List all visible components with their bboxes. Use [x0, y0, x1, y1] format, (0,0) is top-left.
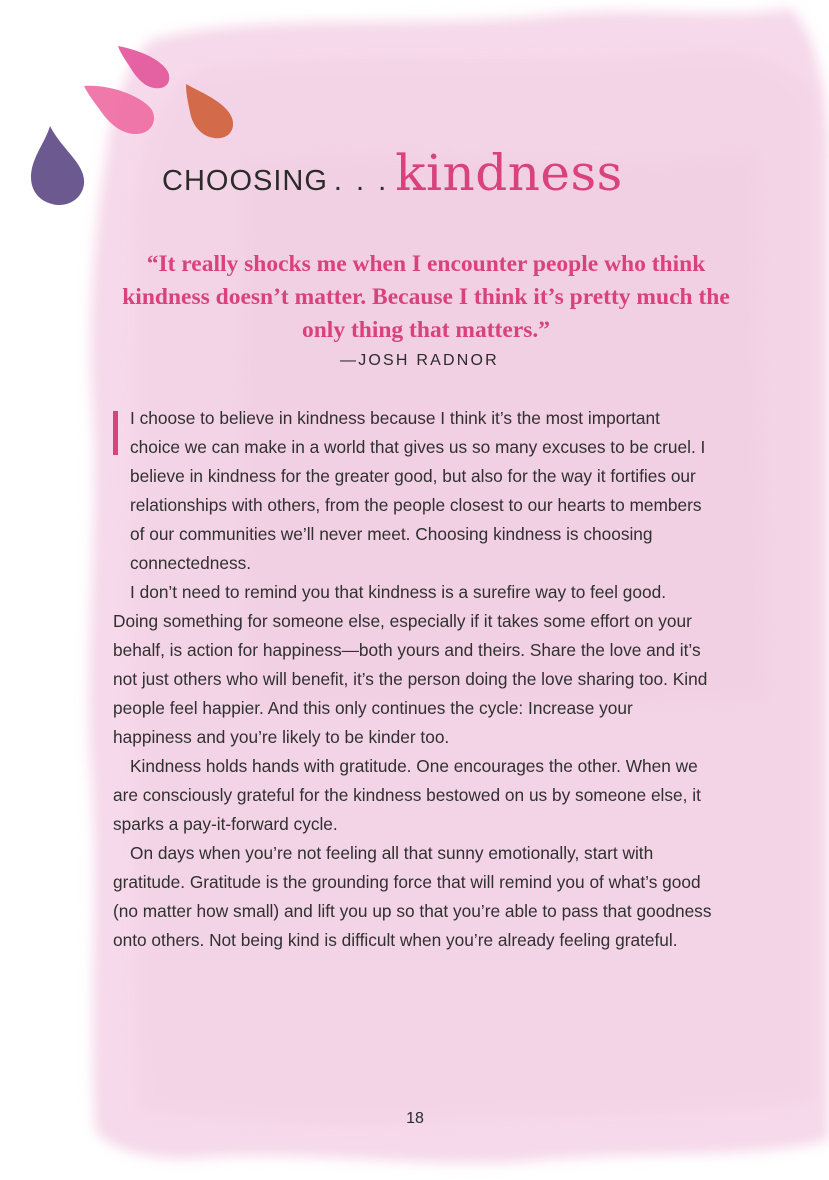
quote-attribution: —JOSH RADNOR	[340, 352, 499, 369]
title-ellipsis: . . .	[333, 165, 390, 197]
paragraph-3: Kindness holds hands with gratitude. One encourages the other. When we are consciously grateful for the kindness bestowed on us by someone else, it sparks a pay-it-forward cycle.	[113, 756, 701, 834]
title-lead: CHOOSING	[162, 165, 328, 197]
orange-drop-icon	[186, 84, 233, 138]
title-word: kindness	[395, 144, 623, 202]
pink-drop-icon	[118, 46, 169, 88]
paragraph-2: I don’t need to remind you that kindness is a surefire way to feel good. Doing something for someone else, especially if it takes some effort on your behalf, is action for happiness—both yours and theirs. Share the love and it’s not just others who will benefit, it’s the person doing the love sharing too. Kind people feel happier. And this only continues the cycle: Increase your happiness and you’re likely to be kinder too.	[113, 582, 708, 747]
chapter-title	[162, 144, 762, 202]
rose-drop-icon	[84, 86, 154, 134]
violet-drop-icon	[31, 126, 84, 205]
paragraph-1	[113, 404, 713, 578]
paragraph-1-text: I choose to believe in kindness because I think it’s the most important choice we can make in a world that gives us so many excuses to be cruel. I believe in kindness for the greater good, but also for the way it fortifies our relationships with others, from the people closest to our hearts to members of our communities we’ll never meet. Choosing kindness is choosing connectedness.	[130, 408, 706, 573]
pull-quote: “It really shocks me when I encounter people who think kindness doesn’t matter. Because I think it’s pretty much the only thing that matters.”	[122, 251, 730, 343]
body-text	[113, 404, 713, 955]
page-number: 18	[406, 1110, 424, 1127]
paragraph-4: On days when you’re not feeling all that sunny emotionally, start with gratitude. Gratitude is the grounding force that will remind you of what’s good (no matter how small) and lift you up so that you’re able to pass that goodness onto others. Not being kind is difficult when you’re already feeling grateful.	[113, 843, 712, 950]
